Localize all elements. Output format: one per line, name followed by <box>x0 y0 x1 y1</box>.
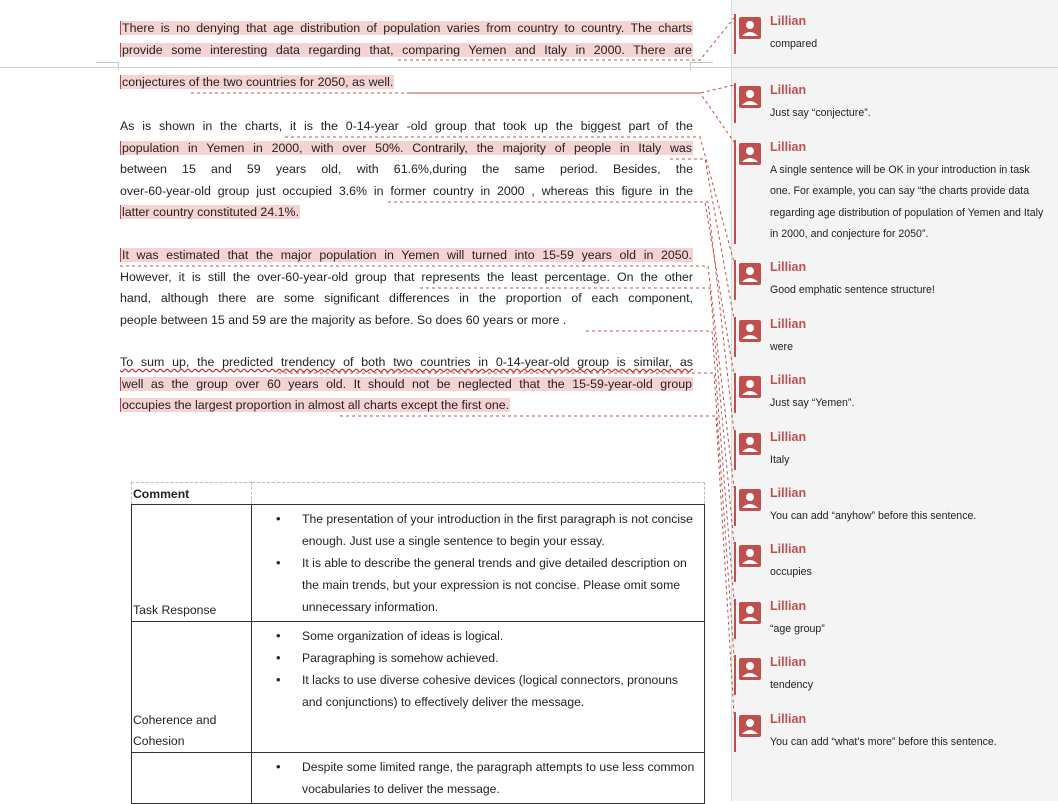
comment-author: Lillian <box>770 14 807 28</box>
text-line: between 15 and 59 years old, with 61.6%,during the same period. Besides, the <box>120 162 693 176</box>
paragraph-introduction-continued[interactable] <box>120 72 693 94</box>
comment-text[interactable]: You can add “what’s more” before this sentence. <box>770 736 997 748</box>
text-line <box>120 40 693 62</box>
text-line <box>120 245 693 267</box>
comment-text[interactable]: compared <box>770 38 818 50</box>
comment-text[interactable]: “age group” <box>770 623 825 635</box>
text-line: As is shown in the charts, it is the 0-14-year -old group that took up the biggest part of the <box>120 119 693 133</box>
highlight-range[interactable]: provide some interesting data regarding that, comparing Yemen and Italy in 2000. There are <box>122 42 692 57</box>
comment-author: Lillian <box>770 542 807 556</box>
criterion-cell: Coherence and Cohesion <box>132 622 252 753</box>
list-item: • Despite some limited range, the paragraph attempts to use less common vocabularies to deliver the message. <box>302 756 700 800</box>
comment-author: Lillian <box>770 260 807 274</box>
paragraph-conclusion[interactable] <box>120 352 693 417</box>
page-corner-mark <box>690 62 713 70</box>
comment-author: Lillian <box>770 599 807 613</box>
feedback-cell <box>252 753 705 804</box>
text-line: over-60-year-old group just occupied 3.6% in former country in 2000 , whereas this figure in the <box>120 183 693 198</box>
comment-balloon[interactable] <box>734 486 1054 526</box>
comment-text[interactable]: occupies <box>770 566 812 578</box>
comment-author: Lillian <box>770 712 807 726</box>
comment-text[interactable]: tendency <box>770 679 813 691</box>
highlight-range[interactable]: well as the group over 60 years old. It should not be neglected that the 15-59-year-old group <box>122 376 692 391</box>
highlight-range[interactable]: occupies the largest proportion in almost all charts except the first one. <box>122 398 510 412</box>
comment-bar <box>734 599 736 639</box>
comment-balloon[interactable] <box>734 655 1054 695</box>
text-line <box>120 18 693 40</box>
comment-author: Lillian <box>770 430 807 444</box>
comment-bar <box>734 430 736 470</box>
comment-text[interactable]: Italy <box>770 454 790 466</box>
user-avatar-icon <box>739 17 761 39</box>
table-header-cell <box>252 483 705 505</box>
text-line <box>120 202 693 224</box>
table-row <box>132 622 705 753</box>
text-line: However, it is still the over-60-year-old group that represents the least percentage. On the other <box>120 269 693 284</box>
paragraph-body-one[interactable] <box>120 116 693 224</box>
comment-bar <box>734 712 736 752</box>
user-avatar-icon <box>739 143 761 165</box>
paragraph-body-two[interactable] <box>120 245 693 331</box>
user-avatar-icon <box>739 658 761 680</box>
highlight-range[interactable]: There is no denying that age distribution of population varies from country to country. The charts <box>122 21 692 35</box>
comment-balloon[interactable] <box>734 14 1054 54</box>
feedback-list <box>278 508 700 618</box>
text-line <box>120 72 693 94</box>
comment-balloon[interactable] <box>734 430 1054 470</box>
user-avatar-icon <box>739 489 761 511</box>
list-item: • It is able to describe the general trends and give detailed description on the main trends, but your expression is not concise. Please omit some unnecessary information. <box>302 552 700 618</box>
page-break-line <box>0 67 1058 68</box>
highlight-range[interactable]: conjectures of the two countries for 2050, as well. <box>122 75 394 89</box>
comment-balloon[interactable] <box>734 373 1054 413</box>
text-line <box>120 138 693 160</box>
comment-text[interactable]: You can add “anyhow” before this sentence. <box>770 510 977 522</box>
table-row <box>132 753 705 804</box>
highlight-range[interactable]: latter country constituted 24.1%. <box>122 205 300 219</box>
feedback-cell <box>252 505 705 622</box>
comment-balloon[interactable] <box>734 599 1054 639</box>
comment-bar <box>734 83 736 123</box>
comment-bar <box>734 486 736 526</box>
highlight-range[interactable]: It was estimated that the major population in Yemen will turned into 15-59 years old in 2050. <box>122 248 692 262</box>
comment-author: Lillian <box>770 140 807 154</box>
comment-author: Lillian <box>770 373 807 387</box>
text-line <box>120 395 693 417</box>
comment-text[interactable]: were <box>770 341 793 353</box>
comment-balloon[interactable] <box>734 140 1054 244</box>
comment-bar <box>734 373 736 413</box>
comment-bar <box>734 655 736 695</box>
table-header-row <box>132 483 705 505</box>
user-avatar-icon <box>739 86 761 108</box>
user-avatar-icon <box>739 715 761 737</box>
table-row <box>132 505 705 622</box>
comment-bar <box>734 14 736 54</box>
comment-bar <box>734 260 736 300</box>
feedback-list <box>278 625 700 713</box>
paragraph-introduction[interactable] <box>120 18 693 61</box>
user-avatar-icon <box>739 602 761 624</box>
list-item: • Paragraphing is somehow achieved. <box>302 647 700 669</box>
user-avatar-icon <box>739 376 761 398</box>
highlight-range[interactable]: population in Yemen in 2000, with over 50%. Contrarily, the majority of people in Italy was <box>122 140 692 155</box>
criterion-cell: Task Response <box>132 505 252 622</box>
text-line: people between 15 and 59 are the majority as before. So does 60 years or more . <box>120 312 567 327</box>
text-line <box>120 374 693 396</box>
text-line: To sum up, the predicted trendency of both two countries in 0-14-year-old group is similar, as <box>120 355 693 369</box>
user-avatar-icon <box>739 320 761 342</box>
list-item: • It lacks to use diverse cohesive devices (logical connectors, pronouns and conjunctions) to effectively deliver the message. <box>302 669 700 713</box>
text-line: hand, although there are some significant differences in the proportion of each component, <box>120 291 693 305</box>
page-corner-mark <box>96 62 119 70</box>
comment-author: Lillian <box>770 317 807 331</box>
comment-balloon[interactable] <box>734 317 1054 357</box>
comment-balloon[interactable] <box>734 83 1054 123</box>
user-avatar-icon <box>739 433 761 455</box>
comment-text[interactable]: Just say “conjecture”. <box>770 107 871 119</box>
comment-text[interactable]: Good emphatic sentence structure! <box>770 284 935 296</box>
comment-text[interactable]: Just say “Yemen”. <box>770 397 855 409</box>
comment-balloon[interactable] <box>734 542 1054 582</box>
comment-author: Lillian <box>770 486 807 500</box>
comment-author: Lillian <box>770 83 807 97</box>
comment-bar <box>734 140 736 244</box>
user-avatar-icon <box>739 545 761 567</box>
table-header-cell: Comment <box>132 483 252 505</box>
user-avatar-icon <box>739 263 761 285</box>
comment-bar <box>734 542 736 582</box>
evaluation-table <box>131 482 705 804</box>
comment-author: Lillian <box>770 655 807 669</box>
comment-balloon[interactable] <box>734 712 1054 752</box>
criterion-cell <box>132 753 252 804</box>
comment-bar <box>734 317 736 357</box>
comment-balloon[interactable] <box>734 260 1054 300</box>
feedback-list <box>278 756 700 800</box>
list-item: • Some organization of ideas is logical. <box>302 625 700 647</box>
list-item: • The presentation of your introduction in the first paragraph is not concise enough. Just use a single sentence to begin your essay. <box>302 508 700 552</box>
feedback-cell <box>252 622 705 753</box>
comment-text[interactable]: A single sentence will be OK in your introduction in task one. For example, you can say “the charts provide data regarding age distribution of population of Yemen and Italy in 2000, and conjecture for 2050”. <box>770 164 1044 240</box>
